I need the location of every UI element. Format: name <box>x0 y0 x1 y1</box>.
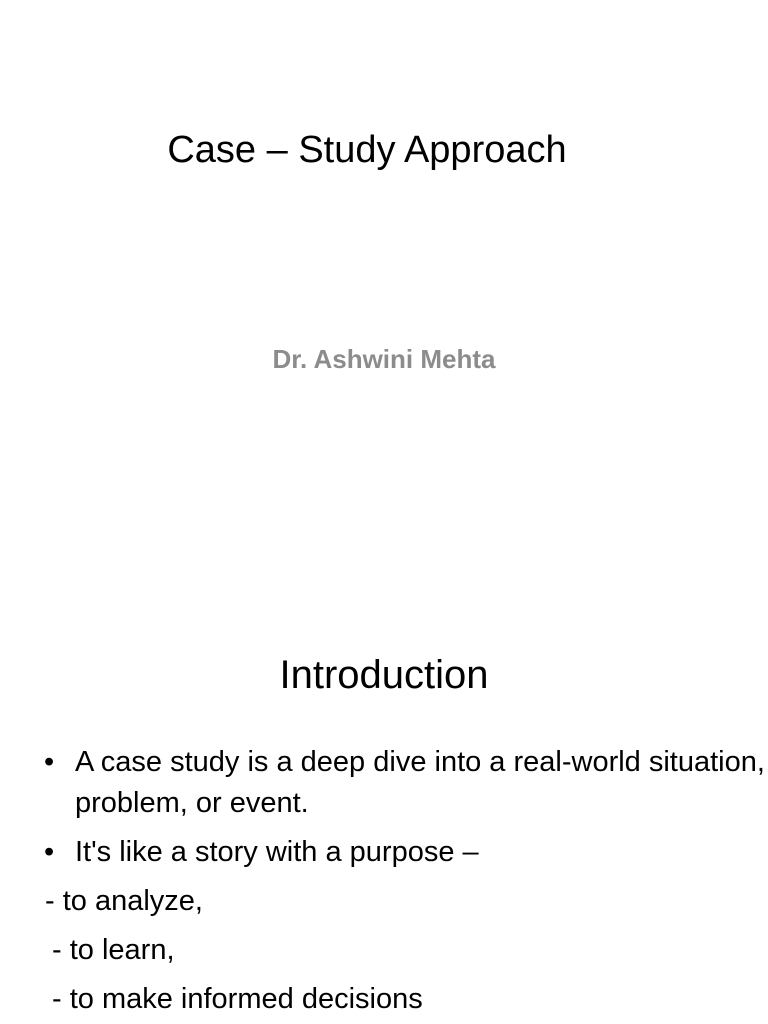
bullet-text: A case study is a deep dive into a real-world situation, problem, or event. <box>75 746 765 819</box>
bullet-item <box>0 832 768 873</box>
bullet-icon: • <box>44 836 55 868</box>
author-name: Dr. Ashwini Mehta <box>272 344 496 374</box>
sub-item: - to analyze, <box>45 885 203 917</box>
slide-title: Introduction <box>279 653 489 697</box>
slide-title: Case – Study Approach <box>167 129 567 171</box>
bullet-text: It's like a story with a purpose – <box>75 836 479 868</box>
bullet-icon: • <box>44 746 55 778</box>
introduction-slide <box>0 576 768 1024</box>
bullet-list <box>0 742 768 1020</box>
sub-item: - to learn, <box>52 934 175 966</box>
sub-item: - to make informed decisions <box>52 983 423 1015</box>
bullet-item <box>0 742 768 824</box>
